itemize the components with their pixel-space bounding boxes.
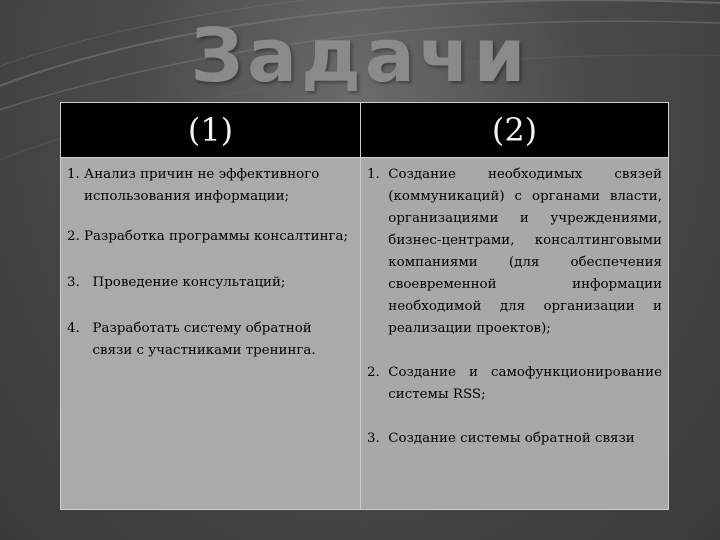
item-text: Создание системы обратной связи [388,431,635,446]
column-header-2: (2) [361,103,669,158]
item-text: Анализ причин не эффективного использования информации; [84,167,320,204]
item-text: Создание необходимых связей (коммуникаций) с органами власти, организациями и учреждениями, бизнес-центрами, консалтинговыми компаниями (для обеспечения своевременной информации необходимой для организации и реализации проектов); [388,167,662,336]
list-item [367,428,662,450]
item-text: Разработка программы консалтинга; [84,229,349,244]
item-number: 3. [367,431,389,446]
item-number: 1. [367,167,389,182]
list-item [367,362,662,406]
table-body-row [61,158,669,510]
tasks-table [60,102,669,510]
item-number: 2. [67,229,85,244]
item-text: Создание и самофункционирование системы RSS; [388,365,662,402]
list-item [67,226,354,248]
item-number: 1. [67,167,85,182]
item-text: Разработать систему обратной связи с участниками тренинга. [92,321,316,358]
list-item [67,164,354,208]
slide-title: Задачи [190,13,530,99]
list-item [367,164,662,340]
table-header-row [61,103,669,158]
column-header-1: (1) [61,103,361,158]
list-item [67,272,354,294]
item-number: 4. [67,321,93,336]
item-text: Проведение консультаций; [92,275,286,290]
list-item [67,318,354,362]
item-number: 3. [67,275,93,290]
item-number: 2. [367,365,389,380]
left-task-cell [61,158,361,510]
right-task-cell [361,158,669,510]
